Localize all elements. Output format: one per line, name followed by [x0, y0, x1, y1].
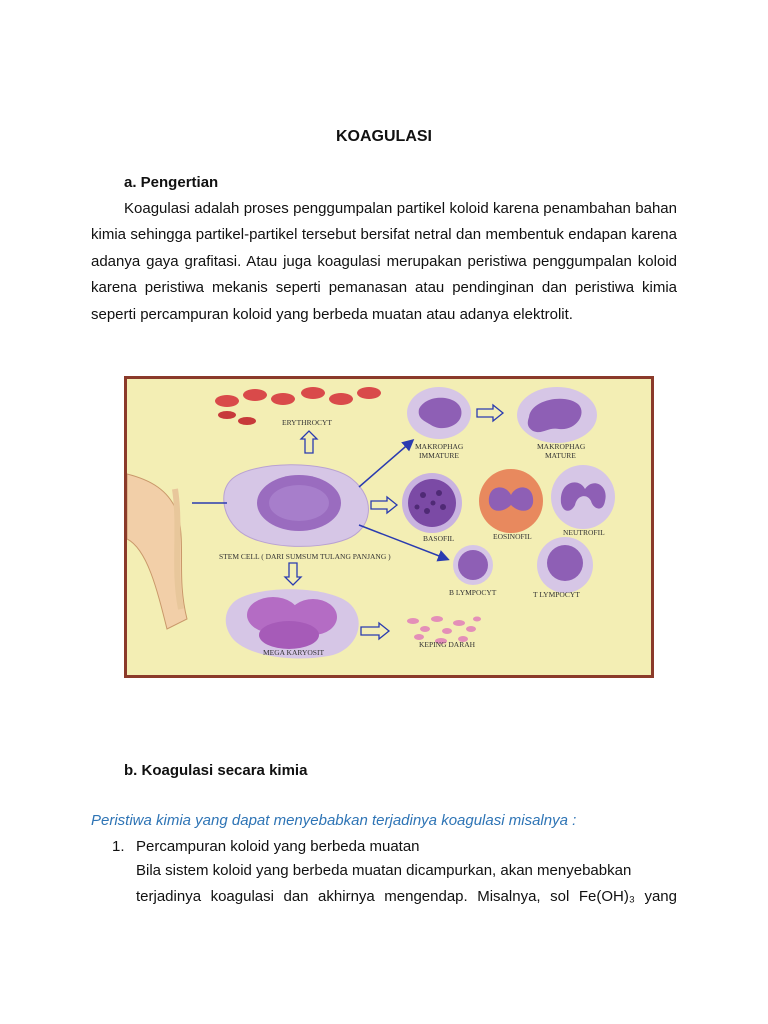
arrow-makrophag-maturation [477, 405, 503, 421]
basofil-cell [402, 473, 462, 533]
blood-cell-diagram-art [127, 379, 651, 675]
label-makrophag-mature-1: MAKROPHAG [537, 442, 586, 451]
label-erythrocyt: ERYTHROCYT [282, 418, 333, 427]
section-a-paragraph: Koagulasi adalah proses penggumpalan partikel koloid karena penambahan bahan kimia sehingga partikel-partikel tersebut bersifat netral dan membentuk endapan karena adanya gaya grafitasi. Atau juga koagulasi merupakan peristiwa penggumpalan koloid karena peristiwa mekanis seperti pemanasan atau pendinginan dan peristiwa kimia seperti percampuran koloid yang berbeda muatan atau adanya elektrolit. [91, 200, 677, 323]
section-b-heading: b. Koagulasi secara kimia [124, 762, 308, 779]
list-item-number: 1. [112, 838, 125, 855]
list-item-body [136, 858, 677, 911]
t-lympocyt-cell [537, 537, 593, 593]
label-neutrofil: NEUTROFIL [563, 528, 605, 537]
arrow-to-makrophag [359, 441, 412, 487]
stem-cell [224, 465, 369, 547]
arrow-to-granulocytes [371, 497, 397, 513]
arrow-to-mega-karyosit [285, 563, 301, 585]
label-basofil: BASOFIL [423, 534, 455, 543]
eosinofil-cell [479, 469, 543, 533]
arrow-to-keping-darah [361, 623, 389, 639]
makrophag-immature-cell [407, 387, 471, 439]
makrophag-mature-cell [517, 387, 597, 443]
page-title: KOAGULASI [336, 128, 432, 145]
label-makrophag-immature-2: IMMATURE [419, 451, 460, 460]
arrow-to-erythrocyt [301, 431, 317, 453]
leg-bone-illustration [127, 474, 187, 629]
section-a-heading: a. Pengertian [124, 174, 219, 191]
label-keping-darah: KEPING DARAH [419, 640, 476, 649]
list-item-title: Percampuran koloid yang berbeda muatan [136, 838, 420, 855]
blood-cell-diagram [124, 376, 654, 678]
label-eosinofil: EOSINOFIL [493, 532, 532, 541]
list-item-body-line: Bila sistem koloid yang berbeda muatan dicampurkan, akan menyebabkan [136, 862, 632, 879]
list-item-body-last-line: terjadinya koagulasi dan akhirnya mengendap. Misalnya, sol Fe(OH)₃ yang [136, 888, 677, 906]
b-lympocyt-cell [453, 545, 493, 585]
section-b-intro: Peristiwa kimia yang dapat menyebabkan terjadinya koagulasi misalnya : [91, 812, 577, 829]
label-stem-cell: STEM CELL ( DARI SUMSUM TULANG PANJANG ) [219, 552, 391, 561]
label-b-lympocyt: B LYMPOCYT [449, 588, 497, 597]
label-t-lympocyt: T LYMPOCYT [533, 590, 580, 599]
neutrofil-cell [551, 465, 615, 529]
label-makrophag-mature-2: MATURE [545, 451, 576, 460]
label-mega-karyosit: MEGA KARYOSIT [263, 648, 325, 657]
label-makrophag-immature-1: MAKROPHAG [415, 442, 464, 451]
